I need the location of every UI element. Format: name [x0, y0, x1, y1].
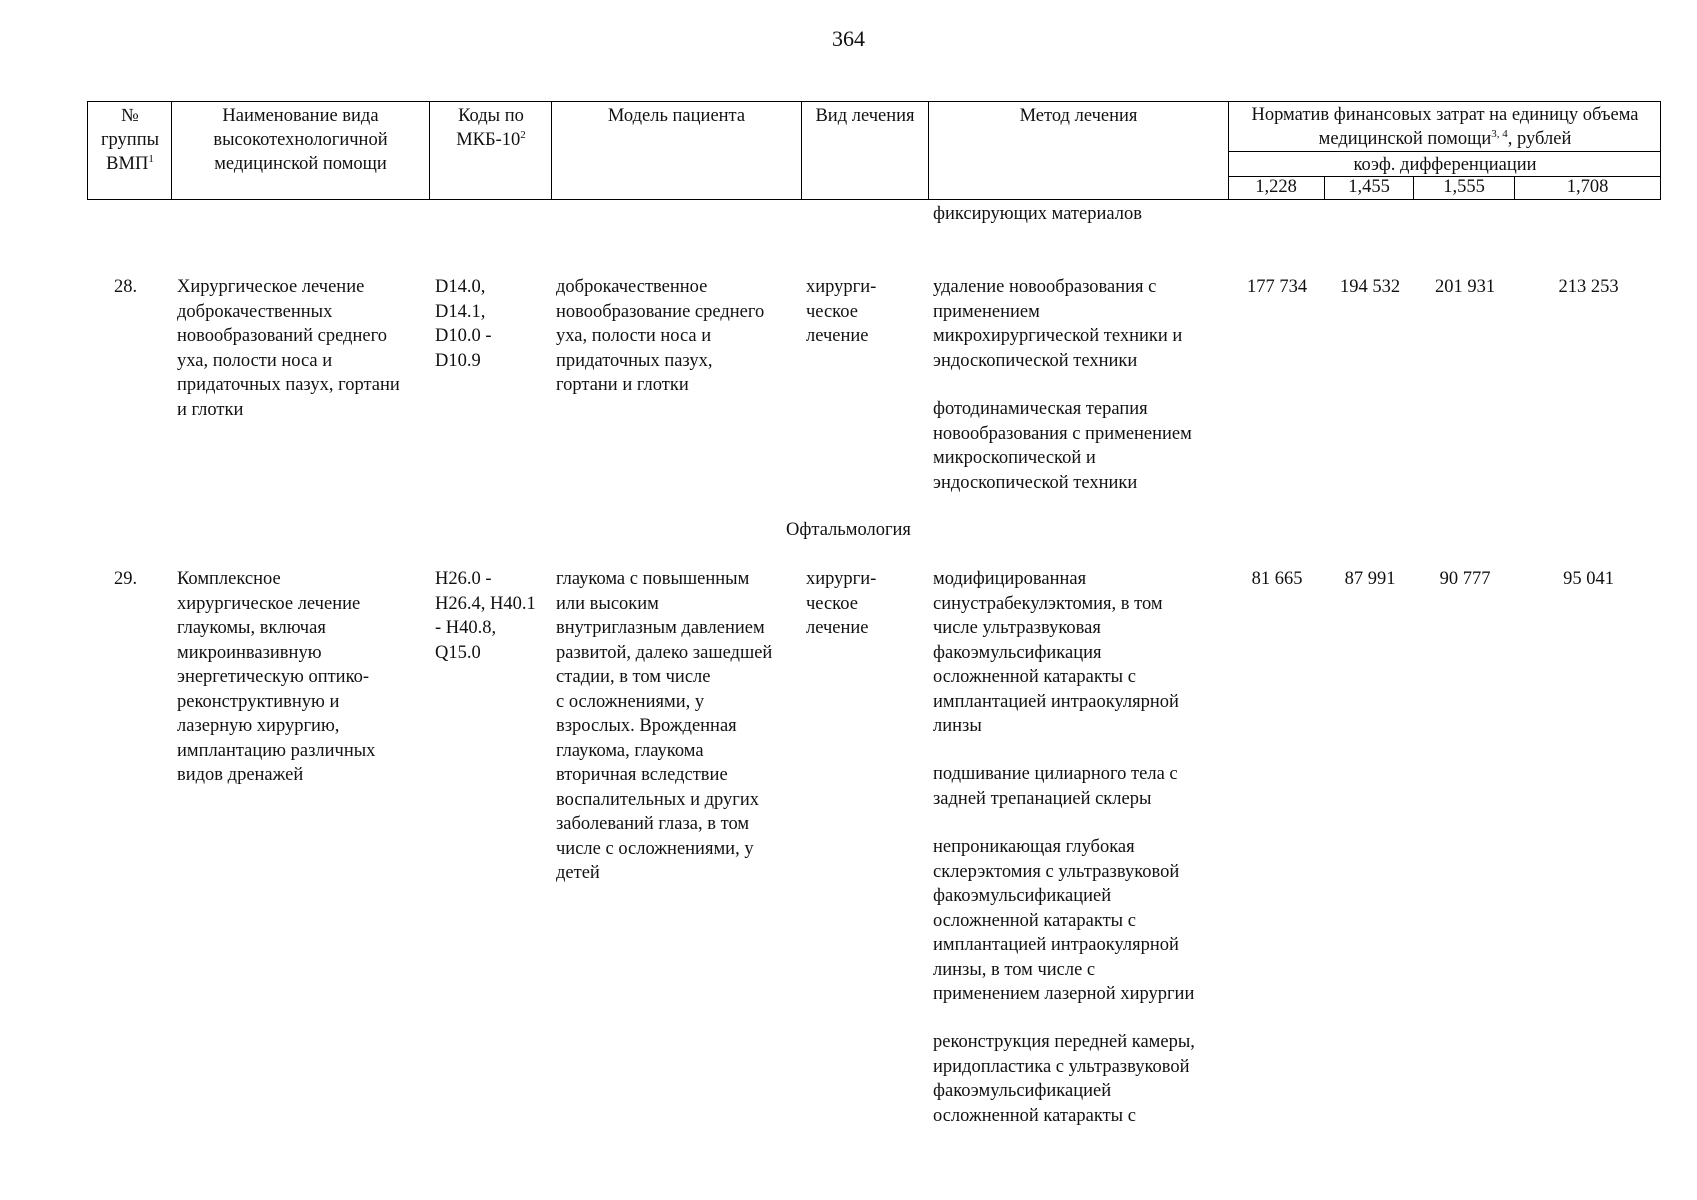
- header-coef-label: коэф. дифференциации: [1353, 155, 1537, 175]
- header-treatment-type: Вид лечения: [815, 106, 915, 126]
- header-cost-norm-text: Норматив финансовых затрат на единицу объема медицинской помощи: [1251, 105, 1639, 149]
- footnote-mark: 1: [148, 152, 154, 165]
- row-cost: 81 665: [1251, 569, 1303, 589]
- row-method: удаление новообразования с применением микрохирургической техники и эндоскопической техники: [933, 277, 1183, 371]
- row-method: модифицированная синустрабекулэктомия, в том числе ультразвуковая факоэмульсификация осложненной катаракты с имплантацией интраокулярной линзы: [933, 569, 1179, 736]
- header-cost-norm: [1231, 103, 1659, 151]
- header-coef-1: 1,228: [1255, 177, 1297, 197]
- divider: [171, 102, 172, 199]
- row-vmp-name: Комплексное хирургическое лечение глаукомы, включая микроинвазивную энергетическую оптико- реконструктивную и лазерную хирургию, имплантацию различных видов дренажей: [177, 569, 376, 785]
- header-coef-4: 1,708: [1566, 177, 1609, 197]
- row-method: фотодинамическая терапия новообразования с применением микроскопической и эндоскопической техники: [933, 399, 1192, 493]
- row-cost: 90 777: [1439, 569, 1491, 589]
- row-method: непроникающая глубокая склерэктомия с ультразвуковой факоэмульсификацией осложненной катаракты с имплантацией интраокулярной линзы, в том числе с применением лазерной хирургии: [933, 837, 1195, 1004]
- divider: [1228, 151, 1660, 152]
- row-cost: 213 253: [1558, 277, 1619, 297]
- header-icd-codes: [434, 104, 548, 152]
- row-icd-codes: D14.0, D14.1, D10.0 - D10.9: [435, 277, 492, 371]
- footnote-mark: 2: [520, 128, 526, 141]
- row-vmp-name: Хирургическое лечение доброкачественных новообразований среднего уха, полости носа и придаточных пазух, гортани и глотки: [177, 277, 400, 420]
- row-cost: 95 041: [1563, 569, 1614, 589]
- row-treatment-type: хирурги- ческое лечение: [806, 277, 877, 346]
- section-title: Офтальмология: [786, 520, 911, 540]
- page-number: 364: [832, 26, 865, 51]
- row-number: 28.: [114, 277, 138, 297]
- header-patient-model: Модель пациента: [607, 106, 746, 126]
- row-patient-model: доброкачественное новообразование среднего уха, полости носа и придаточных пазух, гортани и глотки: [556, 277, 765, 395]
- divider: [429, 102, 430, 199]
- header-coef-2: 1,455: [1348, 177, 1390, 197]
- row-cost: 194 532: [1339, 277, 1401, 297]
- header-cost-norm-suffix: , рублей: [1507, 129, 1572, 149]
- header-group-number: [92, 104, 168, 176]
- divider: [801, 102, 802, 199]
- row-treatment-type: хирурги- ческое лечение: [806, 569, 877, 638]
- row-cost: 201 931: [1434, 277, 1496, 297]
- row-patient-model: глаукома с повышенным или высоким внутриглазным давлением развитой, далеко зашедшей стадии, в том числе с осложнениями, у взрослых. Врожденная глаукома, глаукома вторичная вследствие воспалительных и других заболеваний глаза, в том числе с осложнениями, у детей: [556, 569, 773, 883]
- header-icd-codes-text: Коды по МКБ-10: [456, 106, 524, 150]
- row-method: подшивание цилиарного тела с задней трепанацией склеры: [933, 764, 1178, 809]
- row-method: реконструкция передней камеры, иридопластика с ультразвуковой факоэмульсификацией осложненной катаракты с: [933, 1032, 1195, 1126]
- header-treatment-method: Метод лечения: [1019, 106, 1138, 126]
- header-coef-3: 1,555: [1443, 177, 1485, 197]
- divider: [928, 102, 929, 199]
- table-header: [87, 101, 1661, 200]
- header-group-number-text: № группы ВМП: [100, 106, 160, 174]
- divider: [551, 102, 552, 199]
- footnote-mark: 3, 4: [1491, 127, 1508, 140]
- method-continuation: фиксирующих материалов: [933, 204, 1142, 224]
- header-vmp-name: Наименование вида высокотехнологичной медицинской помощи: [213, 106, 388, 174]
- row-cost: 87 991: [1344, 569, 1396, 589]
- row-cost: 177 734: [1246, 277, 1308, 297]
- row-icd-codes: H26.0 - H26.4, H40.1 - H40.8, Q15.0: [435, 569, 536, 663]
- row-number: 29.: [114, 569, 138, 589]
